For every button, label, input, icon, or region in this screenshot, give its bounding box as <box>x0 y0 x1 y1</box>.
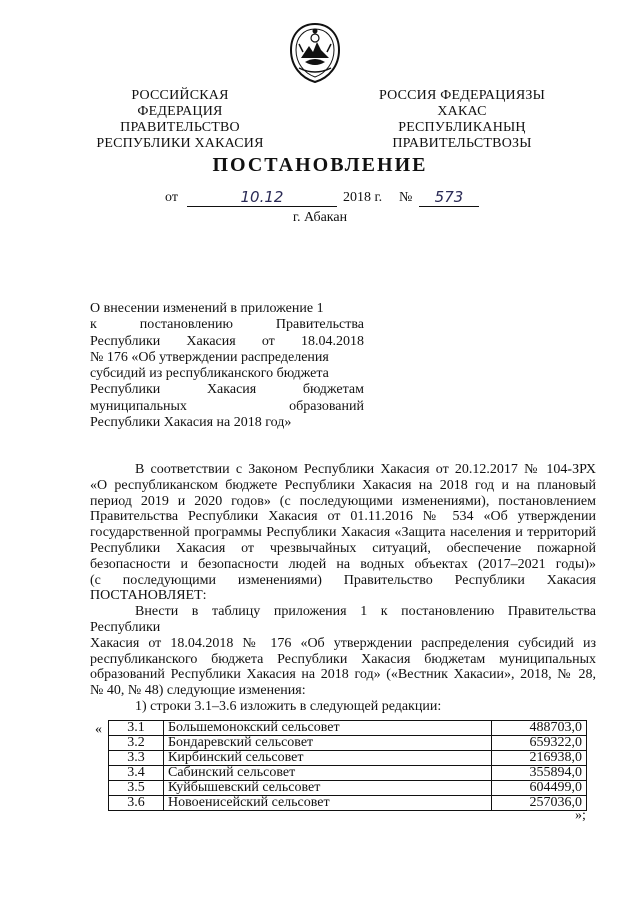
body-line: В соответствии с Законом Республики Хакасия от 20.12.2017 № 104-ЗРХ <box>135 462 596 477</box>
table-open-quote: « <box>95 722 102 737</box>
subject-line: к постановлению Правительства <box>90 317 364 333</box>
municipality-name: Большемонокский сельсовет <box>164 721 492 736</box>
header-left-line-3: РЕСПУБЛИКИ ХАКАСИЯ <box>96 136 264 151</box>
body-line: образований Республики Хакасия на 2018 год» («Вестник Хакасии», 2018, № 28, <box>90 667 596 683</box>
body-line: республиканского бюджета Республики Хакасия бюджетам муниципальных <box>90 651 596 667</box>
subject-line: муниципальных образований <box>90 398 364 414</box>
amendment-table <box>108 720 587 811</box>
header-right-block <box>372 88 552 152</box>
table-row <box>109 721 587 736</box>
table-row <box>109 766 587 781</box>
body-line: № 40, № 48) следующие изменения: <box>90 683 306 699</box>
row-number: 3.5 <box>109 781 164 796</box>
subsidy-amount: 488703,0 <box>492 721 587 736</box>
body-line: государственной программы Республики Хакасия «Защита населения и территорий <box>90 525 596 541</box>
number-value-handwritten: 573 <box>419 190 479 207</box>
header-right-line-1: РОССИЯ ФЕДЕРАЦИЯЗЫ <box>378 88 546 103</box>
header-left-block <box>90 88 270 152</box>
document-title: ПОСТАНОВЛЕНИЕ <box>212 154 428 176</box>
number-label: № <box>399 190 413 205</box>
header-left-line-2: ПРАВИТЕЛЬСТВО <box>120 120 240 135</box>
body-line: 1) строки 3.1–3.6 изложить в следующей редакции: <box>135 698 442 714</box>
row-number: 3.6 <box>109 796 164 811</box>
subject-line: Республики Хакасия на 2018 год» <box>90 415 292 431</box>
body-line: ПОСТАНОВЛЯЕТ: <box>90 588 207 604</box>
subject-block <box>90 301 364 431</box>
body-line: Республики Хакасия от чрезвычайных ситуаций, обеспечение пожарной <box>90 540 596 556</box>
table-close-quote: »; <box>575 808 586 823</box>
header-right-line-3: ПРАВИТЕЛЬСТВОЗЫ <box>392 136 532 151</box>
body-line: (с последующими изменениями) Правительство Республики Хакасия <box>90 572 596 588</box>
body-line: безопасности и безопасности людей на водных объектах (2017–2021 годы)» <box>90 556 596 572</box>
body-line: период 2019 и 2020 годов» (с последующими изменениями), постановлением <box>90 493 596 509</box>
table-row <box>109 796 587 811</box>
body-line: Хакасия от 18.04.2018 № 176 «Об утверждении распределения субсидий из <box>90 635 596 651</box>
subject-line: О внесении изменений в приложение 1 <box>90 301 324 316</box>
body-line: Внести в таблицу приложения 1 к постановлению Правительства Республики <box>90 604 596 635</box>
date-value-handwritten: 10.12 <box>187 190 337 207</box>
body-text <box>90 462 596 715</box>
table-row <box>109 736 587 751</box>
coat-of-arms-emblem <box>287 22 343 84</box>
subsidy-amount: 216938,0 <box>492 751 587 766</box>
body-line: Правительства Республики Хакасия от 01.11.2016 № 534 «Об утверждении <box>90 509 596 525</box>
row-number: 3.4 <box>109 766 164 781</box>
municipality-name: Новоенисейский сельсовет <box>164 796 492 811</box>
subject-line: Республики Хакасия бюджетам <box>90 382 364 398</box>
table-row <box>109 781 587 796</box>
year-text: 2018 г. <box>343 190 383 205</box>
header-right-line-2: ХАКАС РЕСПУБЛИКАНЫҢ <box>398 104 526 135</box>
row-number: 3.2 <box>109 736 164 751</box>
header-left-line-1: РОССИЙСКАЯ ФЕДЕРАЦИЯ <box>131 88 229 119</box>
date-number-line <box>165 190 495 210</box>
date-prefix: от <box>165 190 178 205</box>
subsidy-amount: 604499,0 <box>492 781 587 796</box>
municipality-name: Кирбинский сельсовет <box>164 751 492 766</box>
subject-line: субсидий из республиканского бюджета <box>90 366 329 382</box>
subject-line: № 176 «Об утверждении распределения <box>90 349 329 365</box>
table-row <box>109 751 587 766</box>
row-number: 3.1 <box>109 721 164 736</box>
subsidy-amount: 659322,0 <box>492 736 587 751</box>
body-line: «О республиканском бюджете Республики Хакасия на 2018 год и на плановый <box>90 477 596 493</box>
row-number: 3.3 <box>109 751 164 766</box>
municipality-name: Сабинский сельсовет <box>164 766 492 781</box>
subject-line: Республики Хакасия от 18.04.2018 <box>90 333 364 349</box>
subsidy-amount: 355894,0 <box>492 766 587 781</box>
city-name: г. Абакан <box>292 210 348 225</box>
subsidy-amount: 257036,0 <box>492 796 587 811</box>
municipality-name: Куйбышевский сельсовет <box>164 781 492 796</box>
municipality-name: Бондаревский сельсовет <box>164 736 492 751</box>
